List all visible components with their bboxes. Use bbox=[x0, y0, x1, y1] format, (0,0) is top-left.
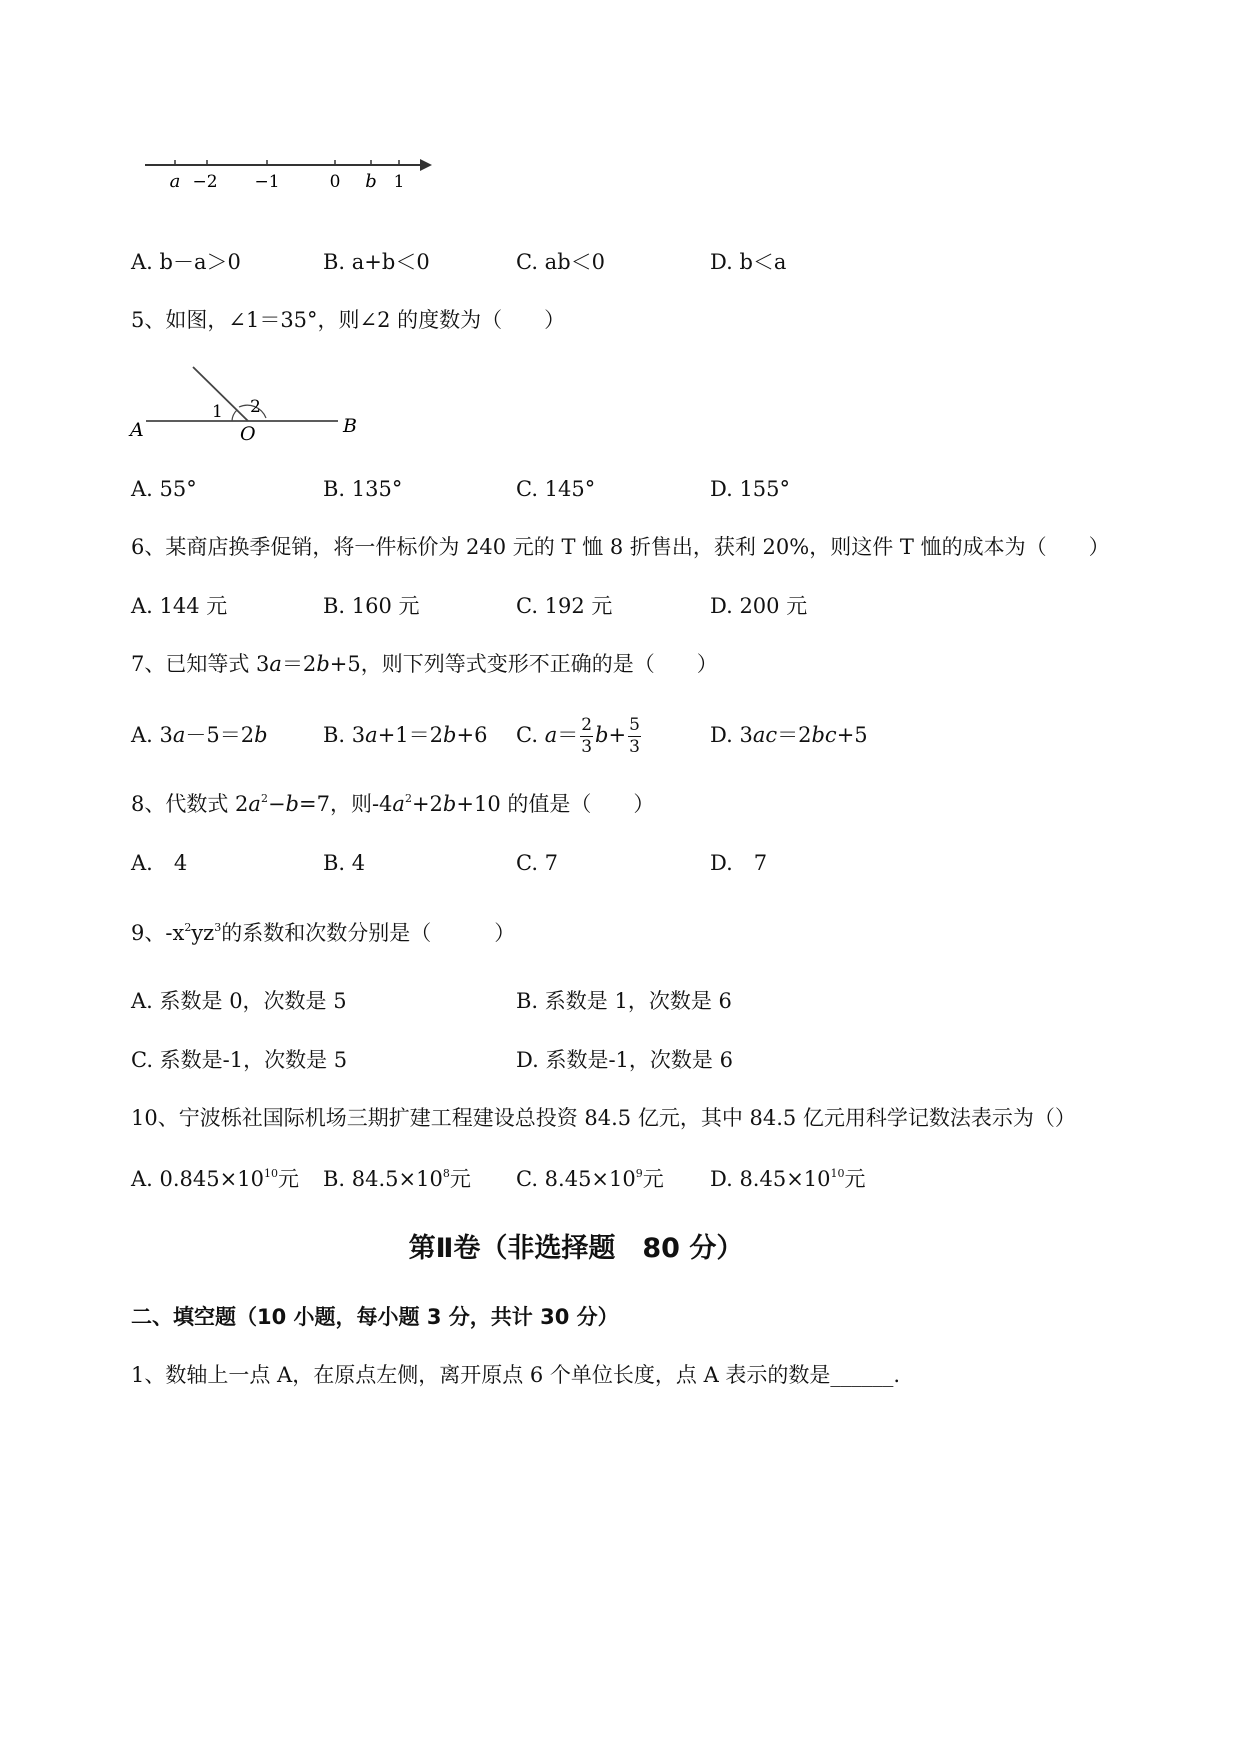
angle-figure bbox=[128, 360, 368, 445]
tick-label-minus2: −2 bbox=[192, 172, 218, 192]
label-a: A bbox=[130, 419, 144, 441]
q9-stem: 9、$-x^2yz^3$的系数和次数分别是（ ） bbox=[131, 921, 516, 945]
q7-option-b: B. 3a+1＝2b+6 bbox=[323, 723, 488, 747]
tick-label-a: a bbox=[169, 171, 181, 192]
q9-option-c: C. 系数是-1，次数是 5 bbox=[131, 1048, 348, 1072]
label-b: B bbox=[343, 415, 357, 437]
q10-option-c: C. $8.45\times 10^9$元 bbox=[516, 1167, 664, 1191]
number-line-arrow bbox=[420, 159, 432, 171]
fill-question-1: 1、数轴上一点 A，在原点左侧，离开原点 6 个单位长度，点 A 表示的数是______. bbox=[131, 1363, 901, 1387]
q9-option-a: A. 系数是 0，次数是 5 bbox=[131, 989, 347, 1013]
q7-option-a: A. 3a－5＝2b bbox=[131, 723, 268, 747]
q10-stem: 10、宁波栎社国际机场三期扩建工程建设总投资 84.5 亿元，其中 84.5 亿元用科学记数法表示为（） bbox=[131, 1106, 1076, 1130]
tick-label-b: b bbox=[365, 171, 377, 192]
q6-option-c: C. 192 元 bbox=[516, 594, 613, 618]
q10-option-d: D. $8.45\times 10^{10}$元 bbox=[710, 1167, 866, 1191]
section-heading: 二、填空题（10 小题，每小题 3 分，共计 30 分） bbox=[131, 1305, 619, 1329]
q5-option-b: B. 135° bbox=[323, 477, 403, 501]
q9-option-b: B. 系数是 1，次数是 6 bbox=[516, 989, 732, 1013]
q10-option-a: A. $0.845\times 10^{10}$元 bbox=[131, 1167, 299, 1191]
q4-option-d: D. b＜a bbox=[710, 250, 787, 274]
q6-stem: 6、某商店换季促销，将一件标价为 240 元的 T 恤 8 折售出，获利 20%，则这件 T 恤的成本为（ ） bbox=[131, 535, 1110, 559]
label-o: O bbox=[240, 423, 256, 445]
q8-option-d: D. 7 bbox=[710, 851, 768, 875]
q6-option-a: A. 144 元 bbox=[131, 594, 228, 618]
q4-option-c: C. ab＜0 bbox=[516, 250, 605, 274]
q7-option-c: C. a＝ $\frac{2}{3}$ b+ $\frac{5}{3}$ bbox=[516, 715, 640, 757]
q5-option-c: C. 145° bbox=[516, 477, 596, 501]
q4-option-b: B. a+b＜0 bbox=[323, 250, 430, 274]
section-title: 第Ⅱ卷（非选择题 80 分） bbox=[408, 1233, 744, 1264]
q7-option-d: D. 3ac＝2bc+5 bbox=[710, 723, 868, 747]
fraction-2-3: $\frac{2}{3}$ bbox=[581, 715, 593, 757]
q6-option-b: B. 160 元 bbox=[323, 594, 420, 618]
q8-option-b: B. 4 bbox=[323, 851, 366, 875]
q10-option-b: B. $84.5\times 10^8$元 bbox=[323, 1167, 471, 1191]
q8-option-c: C. 7 bbox=[516, 851, 559, 875]
q4-option-a: A. b－a＞0 bbox=[131, 250, 241, 274]
q8-option-a: A. 4 bbox=[131, 851, 188, 875]
q5-stem: 5、如图，∠1＝35°，则∠2 的度数为（ ） bbox=[131, 308, 566, 332]
tick-label-1: 1 bbox=[393, 172, 405, 192]
tick-label-0: 0 bbox=[329, 172, 341, 192]
label-angle-1: 1 bbox=[212, 402, 223, 422]
fraction-5-3: $\frac{5}{3}$ bbox=[629, 715, 640, 757]
number-line-figure bbox=[140, 150, 450, 200]
q8-stem: 8、代数式 $2a^2-b=7$，则$-4a^2+2b+10$ 的值是（ ） bbox=[131, 792, 655, 816]
q9-option-d: D. 系数是-1，次数是 6 bbox=[516, 1048, 733, 1072]
q7-stem: 7、已知等式 3a＝2b+5，则下列等式变形不正确的是（ ） bbox=[131, 652, 718, 676]
label-angle-2: 2 bbox=[250, 397, 261, 417]
q6-option-d: D. 200 元 bbox=[710, 594, 808, 618]
q5-option-d: D. 155° bbox=[710, 477, 791, 501]
q5-option-a: A. 55° bbox=[131, 477, 197, 501]
tick-label-minus1: −1 bbox=[254, 172, 280, 192]
